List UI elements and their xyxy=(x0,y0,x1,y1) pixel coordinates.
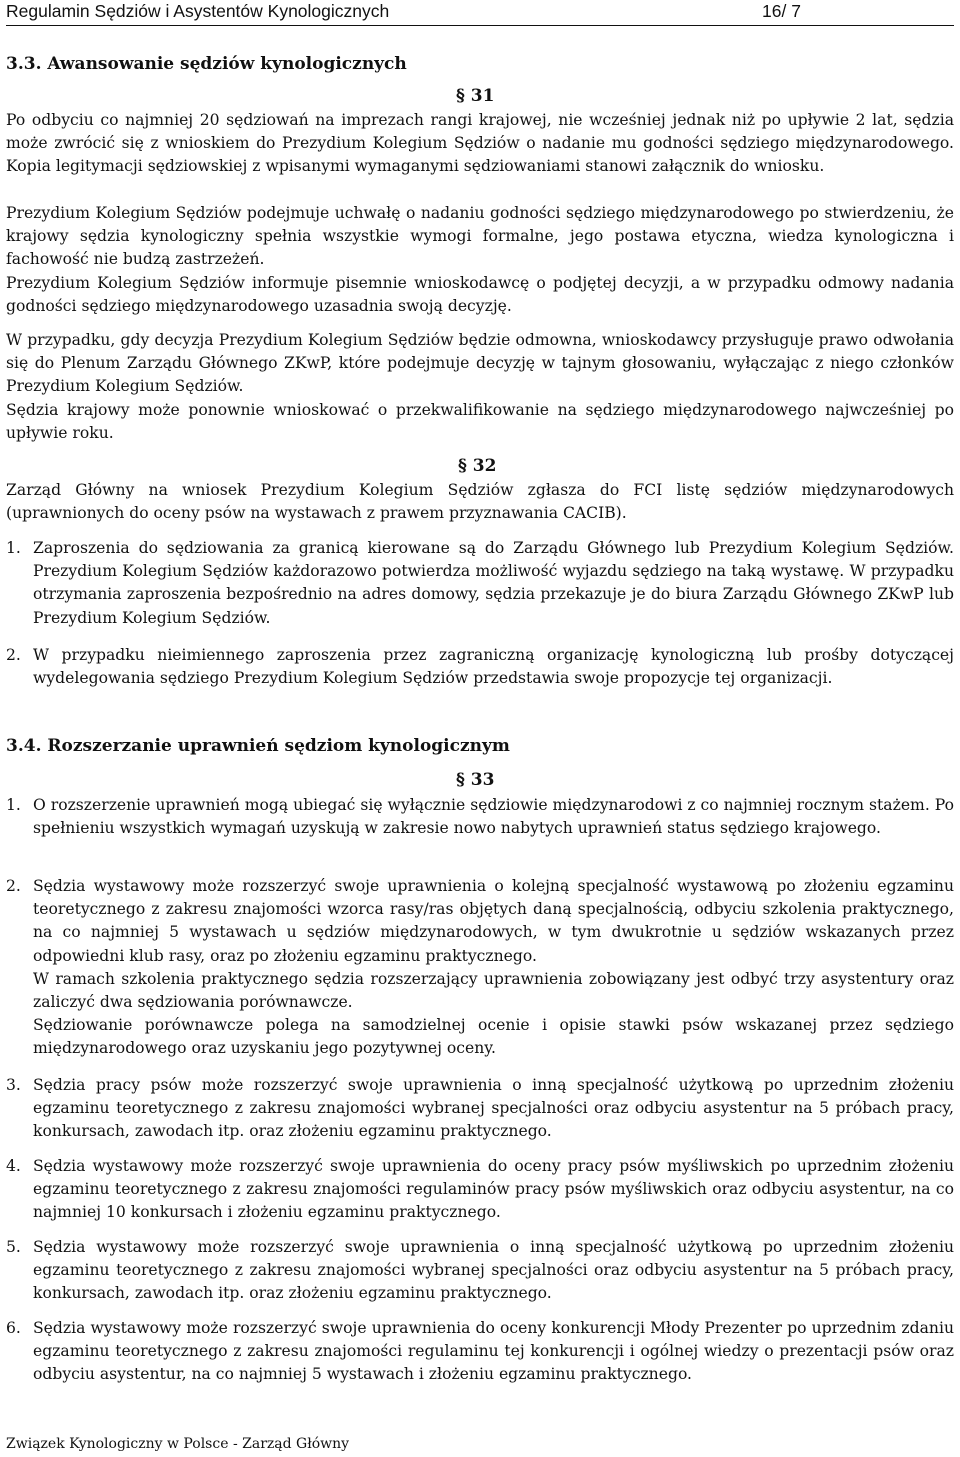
paragraph-31-text-2: Prezydium Kolegium Sędziów podejmuje uchwałę o nadaniu godności sędziego międzynarodowego po stwierdzeniu, że krajowy sędzia kynologiczny spełnia wszystkie wymogi formalne, jego postawa etyczna, wiedza kynologiczna i fachowość nie budzą zastrzeżeń. xyxy=(6,204,954,269)
page-footer: Związek Kynologiczny w Polsce - Zarząd Główny xyxy=(6,1436,350,1452)
list-item-text: Sędzia wystawowy może rozszerzyć swoje uprawnienia o inną specjalność użytkową po uprzednim złożeniu egzaminu teoretycznego z zakresu znajomości wybranej specjalności oraz odbyciu asystentur na 5 próbach pracy, konkursach, zawodach itp. oraz złożeniu egzaminu praktycznego. xyxy=(33,1238,954,1303)
list-item-text: Sędzia wystawowy może rozszerzyć swoje uprawnienia do oceny pracy psów myśliwskich po uprzednim złożeniu egzaminu teoretycznego z zakresu znajomości regulaminów pracy psów myśliwskich oraz odbyciu asystentur, na co najmniej 10 konkursach i złożeniu egzaminu praktycznego. xyxy=(33,1157,954,1222)
list-item-text xyxy=(33,875,954,1061)
list-item-number: 3. xyxy=(6,1076,21,1094)
list-item-text: Sędzia pracy psów może rozszerzyć swoje uprawnienia o inną specjalność użytkową po uprzednim złożeniu egzaminu teoretycznego z zakresu znajomości wybranej specjalności oraz odbyciu asystentur na 5 próbach pracy, konkursach, zawodach itp. oraz złożeniu egzaminu praktycznego. xyxy=(33,1076,954,1141)
paragraph-31-text-1-content: Po odbyciu co najmniej 20 sędziowań na imprezach rangi krajowej, nie wcześniej jednak niż po upływie 2 lat, sędzia może zwrócić się z wnioskiem do Prezydium Kolegium Sędziów o nadanie mu godności sędziego międzynarodowego. Kopia legitymacji sędziowskiej z wpisanymi wymaganymi sędziowaniami stanowi załącznik do wniosku. xyxy=(6,111,954,176)
paragraph-label-33: § 33 xyxy=(456,770,495,790)
list-item-text-extra-1: W ramach szkolenia praktycznego sędzia rozszerzający uprawnienia zobowiązany jest odbyć trzy asystentury oraz zaliczyć dwa sędziowania porównawcze. xyxy=(33,969,954,1012)
list-item-text-extra-2: Sędziowanie porównawcze polega na samodzielnej ocenie i opisie stawki psów wskazanej przez sędziego międzynarodowego oraz uzyskaniu jego pozytywnej oceny. xyxy=(33,1016,954,1058)
paragraph-label-31: § 31 xyxy=(456,86,495,106)
page-number: 16/ 7 xyxy=(762,1,801,21)
list-item-number: 1. xyxy=(6,796,21,814)
list-item-text: O rozszerzenie uprawnień mogą ubiegać się wyłącznie sędziowie międzynarodowi z co najmniej rocznym stażem. Po spełnieniu wszystkich wymagań uzyskują w zakresie nowo nabytych uprawnień status sędziego krajowego. xyxy=(33,796,954,838)
list-item-text-main: Sędzia wystawowy może rozszerzyć swoje uprawnienia o kolejną specjalność wystawową po złożeniu egzaminu teoretycznego z zakresu znajomości wzorca rasy/ras objętych daną specjalnością, odbyciu szkolenia praktycznego, na co najmniej 5 wystawach u sędziów międzynarodowych, w tym dwukrotnie u sędziów wskazanych przez odpowiedni klub rasy, oraz po złożeniu egzaminu praktycznego. xyxy=(33,877,954,965)
list-item-text: W przypadku nieimiennego zaproszenia przez zagraniczną organizację kynologiczną lub prośby dotyczącej wydelegowania sędziego Prezydium Kolegium Sędziów przedstawia swoje propozycje tej organizacji. xyxy=(33,646,954,688)
paragraph-31-text-5: Sędzia krajowy może ponownie wnioskować o przekwalifikowanie na sędziego międzynarodowego najwcześniej po upływie roku. xyxy=(6,401,954,443)
paragraph-32-intro: Zarząd Główny na wniosek Prezydium Kolegium Sędziów zgłasza do FCI listę sędziów międzynarodowych (uprawnionych do oceny psów na wystawach z prawem przyznawania CACIB). xyxy=(6,481,954,523)
list-item-number: 2. xyxy=(6,646,21,664)
section-heading-3-4: 3.4. Rozszerzanie uprawnień sędziom kynologicznym xyxy=(6,736,510,756)
paragraph-31-text-4: W przypadku, gdy decyzja Prezydium Kolegium Sędziów będzie odmowna, wnioskodawcy przysługuje prawo odwołania się do Plenum Zarządu Głównego ZKwP, które podejmuje decyzję w tajnym głosowaniu, wyłączając z niego członków Prezydium Kolegium Sędziów. xyxy=(6,331,954,396)
list-item-number: 1. xyxy=(6,539,21,557)
list-item-number: 2. xyxy=(6,877,21,895)
list-item-number: 6. xyxy=(6,1319,21,1337)
page-header xyxy=(6,0,954,26)
paragraph-31-text-1 xyxy=(6,109,954,179)
list-item-text: Sędzia wystawowy może rozszerzyć swoje uprawnienia do oceny konkurencji Młody Prezenter po uprzednim zdaniu egzaminu teoretycznego z zakresu znajomości regulaminu tej konkurencji i ogólnej wiedzy o prezentacji psów oraz odbyciu asystentur, na co najmniej 5 wystawach i złożeniu egzaminu praktycznego. xyxy=(33,1319,954,1384)
list-item-number: 4. xyxy=(6,1157,21,1175)
paragraph-31-text-3: Prezydium Kolegium Sędziów informuje pisemnie wnioskodawcę o podjętej decyzji, a w przypadku odmowy nadania godności sędziego międzynarodowego uzasadnia swoją decyzję. xyxy=(6,274,954,316)
list-item-number: 5. xyxy=(6,1238,21,1256)
paragraph-label-32: § 32 xyxy=(458,456,497,476)
document-title: Regulamin Sędziów i Asystentów Kynologicznych xyxy=(6,1,390,21)
section-heading-3-3: 3.3. Awansowanie sędziów kynologicznych xyxy=(6,54,407,74)
list-item-text: Zaproszenia do sędziowania za granicą kierowane są do Zarządu Głównego lub Prezydium Kolegium Sędziów. Prezydium Kolegium Sędziów każdorazowo potwierdza możliwość wyjazdu sędziego na taką wystawę. W przypadku otrzymania zaproszenia bezpośrednio na adres domowy, sędzia przekazuje je do biura Zarządu Głównego ZKwP lub Prezydium Kolegium Sędziów. xyxy=(33,539,954,627)
